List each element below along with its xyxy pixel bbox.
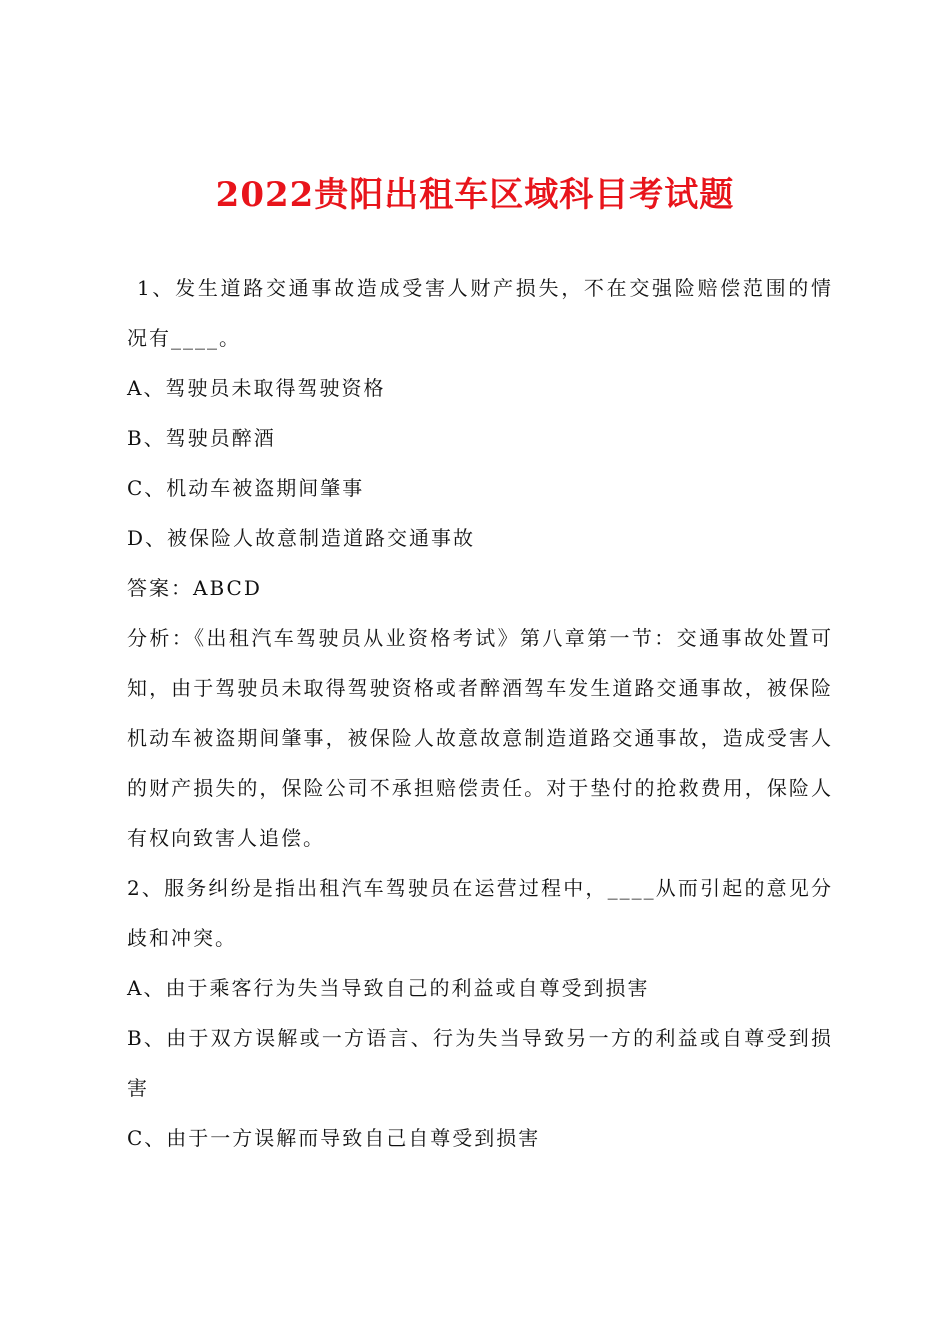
document-title: 2022贵阳出租车区域科目考试题 — [215, 175, 735, 215]
question-2-stem: 2、服务纠纷是指出租汽车驾驶员在运营过程中，____从而引起的意见分歧和冲突。 — [127, 876, 833, 950]
question-1-option-c: C、机动车被盗期间肇事 — [127, 476, 365, 500]
question-1-option-a: A、驾驶员未取得驾驶资格 — [127, 376, 386, 400]
question-2-option-a: A、由于乘客行为失当导致自己的利益或自尊受到损害 — [127, 976, 650, 1000]
document-body — [127, 263, 833, 1163]
question-1-option-b: B、驾驶员醉酒 — [127, 426, 276, 450]
question-1-analysis: 分析：《出租汽车驾驶员从业资格考试》第八章第一节：交通事故处置可知，由于驾驶员未取得驾驶资格或者醉酒驾车发生道路交通事故，被保险机动车被盗期间肇事，被保险人故意故意制造道路交通事故，造成受害人的财产损失的，保险公司不承担赔偿责任。对于垫付的抢救费用，保险人有权向致害人追偿。 — [127, 626, 833, 850]
question-1-option-d: D、被保险人故意制造道路交通事故 — [127, 526, 476, 550]
question-1-answer: 答案：ABCD — [127, 576, 262, 600]
question-2-option-c: C、由于一方误解而导致自己自尊受到损害 — [127, 1126, 541, 1150]
question-2-option-b: B、由于双方误解或一方语言、行为失当导致另一方的利益或自尊受到损害 — [127, 1026, 833, 1100]
question-1-stem: 1、发生道路交通事故造成受害人财产损失，不在交强险赔偿范围的情况有____。 — [127, 276, 833, 350]
